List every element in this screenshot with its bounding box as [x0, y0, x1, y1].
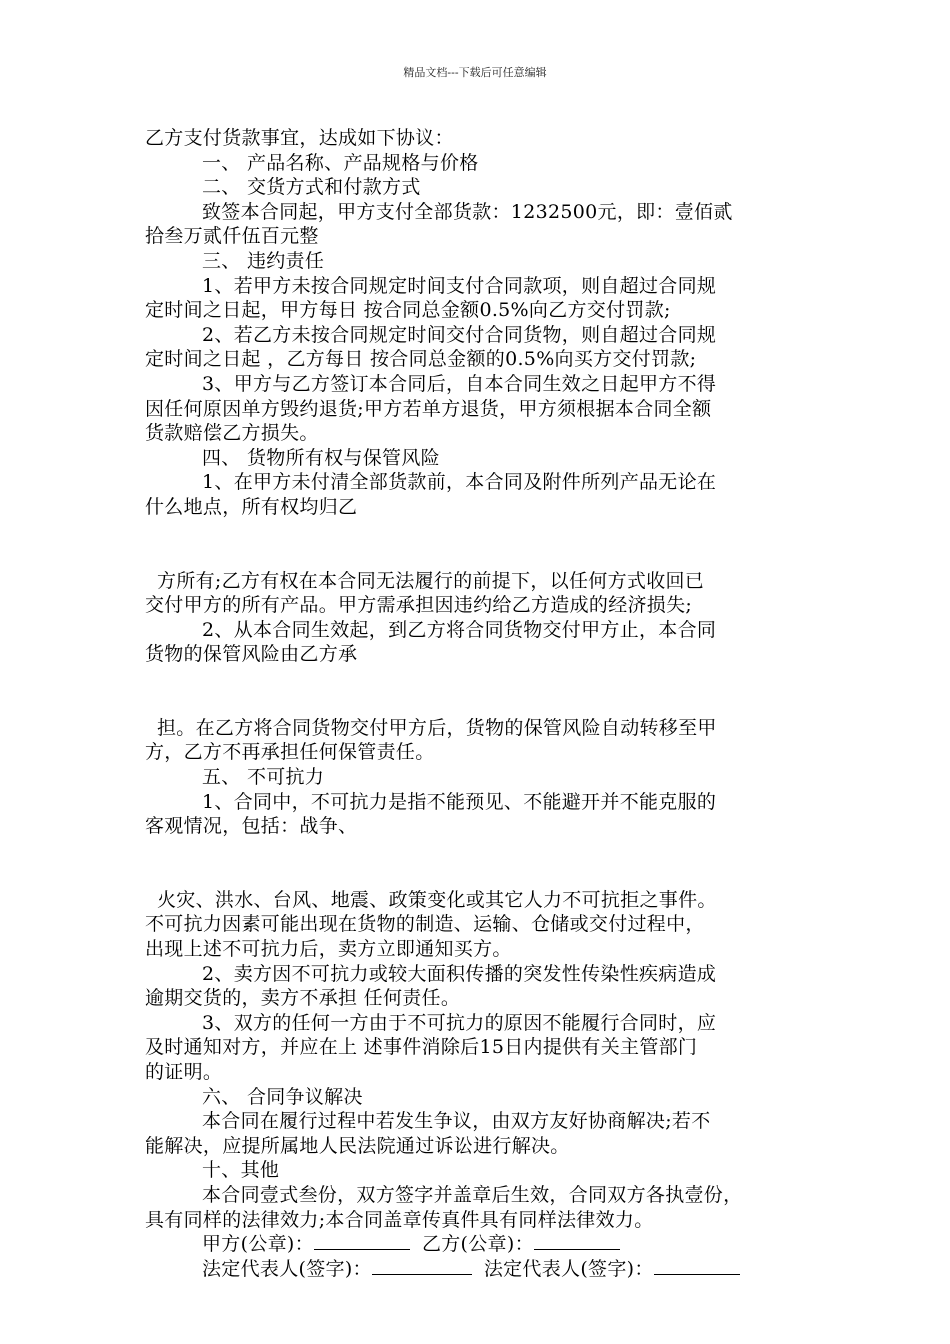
- paragraph-line: 方，乙方不再承担任何保管责任。: [145, 741, 435, 764]
- paragraph-line: 乙方支付货款事宜，达成如下协议：: [145, 127, 454, 149]
- paragraph-line: 具有同样的法律效力;本合同盖章传真件具有同样法律效力。: [145, 1208, 654, 1231]
- paragraph-line: 及时通知对方，并应在上 述事件消除后15日内提供有关主管部门: [145, 1036, 698, 1059]
- section-heading: 三、 违约责任: [202, 249, 325, 272]
- paragraph-line: 1、若甲方未按合同规定时间支付合同款项，则自超过合同规: [202, 274, 717, 297]
- page-gap: [145, 667, 810, 716]
- party-b-rep-blank: [654, 1258, 740, 1275]
- paragraph-line: 1、在甲方未付清全部货款前，本合同及附件所列产品无论在: [202, 471, 717, 494]
- paragraph-line: 货物的保管风险由乙方承: [145, 643, 358, 666]
- page-header: 精品文档---下载后可任意编辑: [403, 66, 547, 79]
- paragraph-line: 出现上述不可抗力后，卖方立即通知买方。: [145, 938, 512, 961]
- paragraph-line: 什么地点，所有权均归乙: [145, 495, 358, 518]
- paragraph-line: 的证明。: [145, 1061, 223, 1083]
- party-a-rep-blank: [372, 1258, 472, 1275]
- paragraph-line: 交付甲方的所有产品。甲方需承担因违约给乙方造成的经济损失;: [145, 594, 693, 617]
- paragraph-line: 2、从本合同生效起，到乙方将合同货物交付甲方止，本合同: [202, 618, 717, 641]
- contract-body: [145, 126, 810, 1281]
- paragraph-line: 因任何原因单方毁约退货;甲方若单方退货，甲方须根据本合同全额: [145, 397, 712, 420]
- page-gap: [145, 520, 810, 569]
- paragraph-line: 定时间之日起，甲方每日 按合同总金额0.5%向乙方交付罚款;: [145, 299, 671, 322]
- paragraph-line: 2、卖方因不可抗力或较大面积传播的突发性传染性疾病造成: [202, 962, 717, 985]
- party-b-seal-blank: [534, 1233, 620, 1250]
- party-a-seal-label: 甲方(公章)：: [202, 1233, 314, 1256]
- paragraph-line: 致签本合同起，甲方支付全部货款：1232500元，即：壹佰贰: [202, 200, 733, 223]
- paragraph-line: 能解决，应提所属地人民法院通过诉讼进行解决。: [145, 1134, 570, 1157]
- paragraph-line: 本合同在履行过程中若发生争议，由双方友好协商解决;若不: [202, 1110, 711, 1133]
- section-heading: 五、 不可抗力: [202, 766, 325, 789]
- paragraph-line: 方所有;乙方有权在本合同无法履行的前提下，以任何方式收回已: [157, 569, 705, 592]
- paragraph-line: 本合同壹式叁份，双方签字并盖章后生效，合同双方各执壹份，: [202, 1183, 743, 1206]
- paragraph-line: 3、双方的任何一方由于不可抗力的原因不能履行合同时，应: [202, 1011, 717, 1034]
- section-heading: 十、其他: [202, 1159, 280, 1182]
- party-a-seal-blank: [314, 1233, 410, 1250]
- party-b-seal-label: 乙方(公章)：: [421, 1233, 534, 1256]
- paragraph-line: 拾叁万贰仟伍百元整: [145, 225, 319, 248]
- paragraph-line: 货款赔偿乙方损失。: [145, 422, 319, 445]
- paragraph-line: 3、甲方与乙方签订本合同后，自本合同生效之日起甲方不得: [202, 372, 717, 395]
- paragraph-line: 2、若乙方未按合同规定时间交付合同货物，则自超过合同规: [202, 323, 717, 346]
- paragraph-line: 火灾、洪水、台风、地震、政策变化或其它人力不可抗拒之事件。: [157, 888, 717, 911]
- section-heading: 二、 交货方式和付款方式: [202, 176, 421, 199]
- section-heading: 一、 产品名称、产品规格与价格: [202, 151, 479, 174]
- paragraph-line: 逾期交货的，卖方不承担 任何责任。: [145, 987, 461, 1010]
- party-b-rep-label: 法定代表人(签字)：: [483, 1257, 654, 1280]
- signature-line-seal: [145, 1232, 810, 1257]
- signature-line-representative: [145, 1257, 810, 1282]
- section-heading: 六、 合同争议解决: [202, 1085, 363, 1108]
- paragraph-line: 1、合同中，不可抗力是指不能预见、不能避开并不能克服的: [202, 790, 717, 813]
- page-gap: [145, 839, 810, 888]
- paragraph-line: 客观情况，包括：战争、: [145, 815, 358, 838]
- section-heading: 四、 货物所有权与保管风险: [202, 446, 440, 469]
- paragraph-line: 担。在乙方将合同货物交付甲方后，货物的保管风险自动转移至甲: [157, 716, 717, 739]
- paragraph-line: 不可抗力因素可能出现在货物的制造、运输、仓储或交付过程中，: [145, 913, 705, 936]
- paragraph-line: 定时间之日起 ，乙方每日 按合同总金额的0.5%向买方交付罚款;: [145, 348, 697, 371]
- party-a-rep-label: 法定代表人(签字)：: [202, 1257, 372, 1280]
